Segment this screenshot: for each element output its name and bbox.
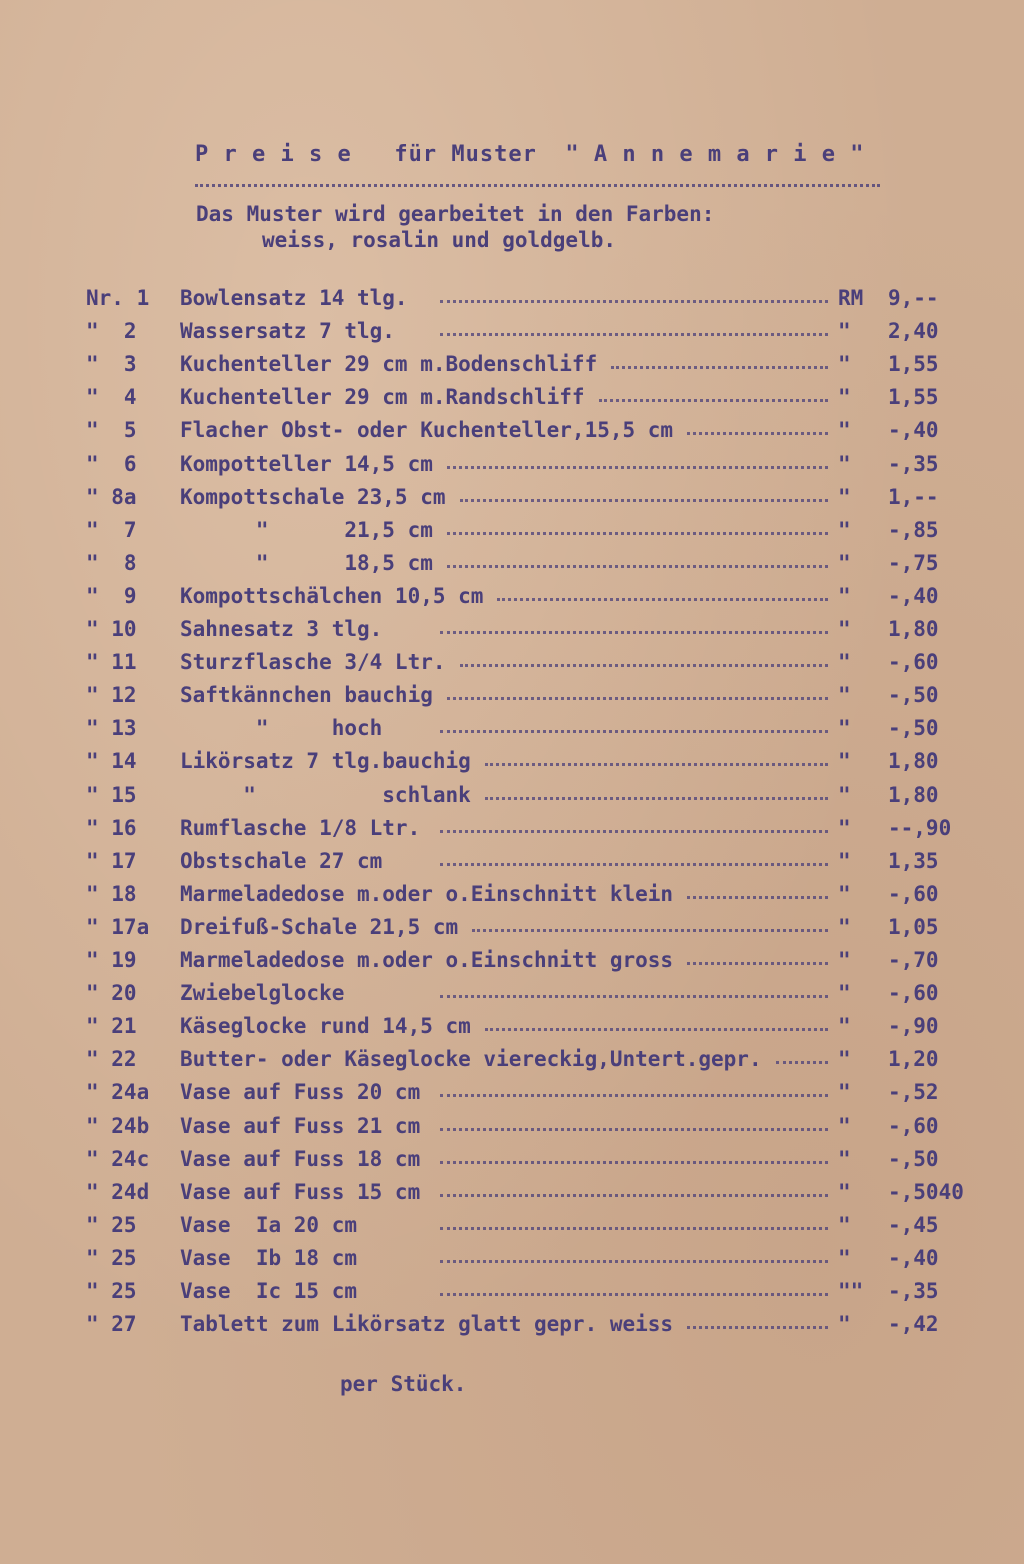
currency-mark: " xyxy=(838,1146,851,1171)
item-price: 2,40 xyxy=(888,319,939,344)
list-item xyxy=(0,981,1024,1014)
list-item xyxy=(0,452,1024,485)
item-number: " 9 xyxy=(86,583,137,608)
item-price: -,50 xyxy=(888,1146,939,1171)
intro-line-1: Das Muster wird gearbeitet in den Farben: xyxy=(196,202,715,226)
item-price: 1,-- xyxy=(888,484,939,509)
currency-mark: " xyxy=(838,683,851,708)
list-item xyxy=(0,1080,1024,1113)
item-description: Vase auf Fuss 21 cm xyxy=(180,1113,421,1138)
item-number: " 21 xyxy=(86,1014,137,1039)
list-item xyxy=(0,1014,1024,1047)
item-number: " 24a xyxy=(86,1080,150,1105)
item-number: " 24b xyxy=(86,1113,150,1138)
list-item xyxy=(0,518,1024,551)
item-price: 1,80 xyxy=(888,749,939,774)
item-number: " 27 xyxy=(86,1312,137,1337)
title-underline xyxy=(195,184,880,187)
item-number: " 25 xyxy=(86,1212,137,1237)
currency-mark: " xyxy=(838,948,851,972)
item-number: " 17 xyxy=(86,848,137,873)
currency-mark: " xyxy=(838,716,851,741)
currency-mark: " xyxy=(838,1014,851,1039)
item-description: Kompottschale 23,5 cm xyxy=(180,484,446,509)
item-price: -,42 xyxy=(888,1312,939,1337)
list-item xyxy=(0,915,1024,948)
leader-dots xyxy=(440,631,828,634)
item-number: " 14 xyxy=(86,749,137,774)
list-item xyxy=(0,286,1024,319)
list-item xyxy=(0,385,1024,418)
leader-dots xyxy=(485,763,828,766)
item-price: -,5040 xyxy=(888,1179,964,1204)
currency-mark: " xyxy=(838,1179,851,1204)
list-item xyxy=(0,1114,1024,1147)
list-item xyxy=(0,1147,1024,1180)
leader-dots xyxy=(460,499,828,502)
item-number: " 18 xyxy=(86,881,137,906)
item-description: Zwiebelglocke xyxy=(180,981,345,1006)
list-item xyxy=(0,551,1024,584)
currency-mark: " xyxy=(838,1113,851,1138)
item-price: 1,55 xyxy=(888,352,939,377)
item-price: -,60 xyxy=(888,981,939,1006)
item-description: Tablett zum Likörsatz glatt gepr. weiss xyxy=(180,1312,674,1337)
currency-mark: " xyxy=(838,352,851,377)
leader-dots xyxy=(440,333,828,336)
item-price: -,40 xyxy=(888,1245,939,1270)
currency-mark: " xyxy=(838,749,851,774)
leader-dots xyxy=(687,962,828,965)
item-price: -,35 xyxy=(888,1279,939,1303)
leader-dots xyxy=(447,697,828,700)
list-item xyxy=(0,1279,1024,1312)
item-description: Bowlensatz 14 tlg. xyxy=(180,286,408,310)
leader-dots xyxy=(447,565,828,568)
list-item xyxy=(0,1312,1024,1345)
list-item xyxy=(0,418,1024,451)
currency-mark: " xyxy=(838,617,851,641)
item-description: Saftkännchen bauchig xyxy=(180,683,433,708)
currency-mark: " xyxy=(838,385,851,410)
item-number: " 13 xyxy=(86,716,137,741)
item-number: " 19 xyxy=(86,948,137,972)
list-item xyxy=(0,485,1024,518)
list-item xyxy=(0,849,1024,882)
item-number: " 15 xyxy=(86,782,137,807)
item-price: 9,-- xyxy=(888,286,939,310)
list-item xyxy=(0,783,1024,816)
currency-mark: " xyxy=(838,517,851,542)
list-item xyxy=(0,584,1024,617)
item-price: -,85 xyxy=(888,517,939,542)
item-number: " 24d xyxy=(86,1179,150,1204)
item-price: -,45 xyxy=(888,1212,939,1237)
footer-note: per Stück. xyxy=(340,1372,467,1396)
item-description: Vase auf Fuss 15 cm xyxy=(180,1179,421,1204)
currency-mark: " xyxy=(838,914,851,939)
item-number: " 12 xyxy=(86,683,137,708)
item-description: " hoch xyxy=(180,716,383,741)
item-description: Dreifuß-Schale 21,5 cm xyxy=(180,914,459,939)
item-description: Marmeladedose m.oder o.Einschnitt klein xyxy=(180,881,674,906)
item-number: " 4 xyxy=(86,385,137,410)
item-number: " 16 xyxy=(86,815,137,840)
item-price: --,90 xyxy=(888,815,952,840)
item-number: " 2 xyxy=(86,319,137,344)
leader-dots xyxy=(440,1227,828,1230)
item-number: " 5 xyxy=(86,418,137,443)
leader-dots xyxy=(611,366,828,369)
currency-mark: " xyxy=(838,1212,851,1237)
item-price: 1,80 xyxy=(888,782,939,807)
item-number: " 25 xyxy=(86,1279,137,1303)
item-description: Kuchenteller 29 cm m.Bodenschliff xyxy=(180,352,598,377)
item-price: -,50 xyxy=(888,683,939,708)
leader-dots xyxy=(485,797,828,800)
item-description: Vase Ia 20 cm xyxy=(180,1212,358,1237)
currency-mark: RM xyxy=(838,286,864,310)
leader-dots xyxy=(440,1260,828,1263)
item-price: -,40 xyxy=(888,583,939,608)
item-description: Sturzflasche 3/4 Ltr. xyxy=(180,650,446,675)
leader-dots xyxy=(472,929,828,932)
list-item xyxy=(0,948,1024,981)
leader-dots xyxy=(485,1028,828,1031)
currency-mark: " xyxy=(838,550,851,575)
item-number: " 11 xyxy=(86,650,137,675)
item-description: Wassersatz 7 tlg. xyxy=(180,319,395,344)
item-description: Vase auf Fuss 18 cm xyxy=(180,1146,421,1171)
currency-mark: "" xyxy=(838,1279,864,1303)
leader-dots xyxy=(497,598,828,601)
list-item xyxy=(0,716,1024,749)
item-description: Kuchenteller 29 cm m.Randschliff xyxy=(180,385,585,410)
item-price: -,70 xyxy=(888,948,939,972)
currency-mark: " xyxy=(838,650,851,675)
list-item xyxy=(0,352,1024,385)
leader-dots xyxy=(440,863,828,866)
item-description: Flacher Obst- oder Kuchenteller,15,5 cm xyxy=(180,418,674,443)
item-description: " 21,5 cm xyxy=(180,517,433,542)
item-price: -,75 xyxy=(888,550,939,575)
list-item xyxy=(0,650,1024,683)
item-price: -,52 xyxy=(888,1080,939,1105)
list-item xyxy=(0,816,1024,849)
currency-mark: " xyxy=(838,815,851,840)
leader-dots xyxy=(440,830,828,833)
leader-dots xyxy=(440,730,828,733)
item-price: -,60 xyxy=(888,650,939,675)
item-description: Vase Ib 18 cm xyxy=(180,1245,358,1270)
item-price: 1,20 xyxy=(888,1047,939,1072)
list-item xyxy=(0,617,1024,650)
currency-mark: " xyxy=(838,881,851,906)
item-number: " 24c xyxy=(86,1146,150,1171)
list-item xyxy=(0,1047,1024,1080)
item-price: 1,35 xyxy=(888,848,939,873)
item-number: " 8a xyxy=(86,484,137,509)
item-description: Butter- oder Käseglocke viereckig,Untert.gepr. xyxy=(180,1047,762,1072)
currency-mark: " xyxy=(838,1047,851,1072)
item-number: " 22 xyxy=(86,1047,137,1072)
leader-dots xyxy=(440,995,828,998)
list-item xyxy=(0,683,1024,716)
item-number: " 3 xyxy=(86,352,137,377)
leader-dots xyxy=(440,1094,828,1097)
leader-dots xyxy=(440,1128,828,1131)
item-description: Likörsatz 7 tlg.bauchig xyxy=(180,749,471,774)
item-price: -,90 xyxy=(888,1014,939,1039)
item-price: 1,05 xyxy=(888,914,939,939)
item-price: -,35 xyxy=(888,451,939,476)
currency-mark: " xyxy=(838,848,851,873)
item-description: " 18,5 cm xyxy=(180,550,433,575)
intro-line-2: weiss, rosalin und goldgelb. xyxy=(262,228,617,252)
currency-mark: " xyxy=(838,451,851,476)
currency-mark: " xyxy=(838,1245,851,1270)
item-number: " 10 xyxy=(86,617,137,641)
item-number: Nr. 1 xyxy=(86,286,150,310)
item-number: " 25 xyxy=(86,1245,137,1270)
item-price: 1,55 xyxy=(888,385,939,410)
currency-mark: " xyxy=(838,981,851,1006)
currency-mark: " xyxy=(838,583,851,608)
currency-mark: " xyxy=(838,418,851,443)
item-number: " 6 xyxy=(86,451,137,476)
currency-mark: " xyxy=(838,782,851,807)
currency-mark: " xyxy=(838,1312,851,1337)
item-number: " 17a xyxy=(86,914,150,939)
item-description: Vase Ic 15 cm xyxy=(180,1279,358,1303)
item-description: Käseglocke rund 14,5 cm xyxy=(180,1014,471,1039)
item-price: 1,80 xyxy=(888,617,939,641)
item-description: Obstschale 27 cm xyxy=(180,848,383,873)
leader-dots xyxy=(447,532,828,535)
leader-dots xyxy=(440,1293,828,1296)
item-description: Kompotteller 14,5 cm xyxy=(180,451,433,476)
list-item xyxy=(0,749,1024,782)
list-item xyxy=(0,319,1024,352)
leader-dots xyxy=(440,300,828,303)
list-item xyxy=(0,1246,1024,1279)
leader-dots xyxy=(687,1326,828,1329)
item-price: -,60 xyxy=(888,881,939,906)
leader-dots xyxy=(687,432,828,435)
leader-dots xyxy=(440,1194,828,1197)
item-description: Kompottschälchen 10,5 cm xyxy=(180,583,484,608)
leader-dots xyxy=(599,399,828,402)
list-item xyxy=(0,1180,1024,1213)
item-description: Vase auf Fuss 20 cm xyxy=(180,1080,421,1105)
item-price: -,50 xyxy=(888,716,939,741)
leader-dots xyxy=(460,664,828,667)
item-description: Rumflasche 1/8 Ltr. xyxy=(180,815,421,840)
currency-mark: " xyxy=(838,1080,851,1105)
list-item xyxy=(0,1213,1024,1246)
item-description: " schlank xyxy=(180,782,471,807)
currency-mark: " xyxy=(838,319,851,344)
leader-dots xyxy=(687,896,828,899)
list-item xyxy=(0,882,1024,915)
item-description: Marmeladedose m.oder o.Einschnitt gross xyxy=(180,948,674,972)
item-price: -,40 xyxy=(888,418,939,443)
page-title: P r e i s e für Muster " A n n e m a r i e " xyxy=(195,142,865,167)
item-number: " 7 xyxy=(86,517,137,542)
leader-dots xyxy=(440,1161,828,1164)
item-description: Sahnesatz 3 tlg. xyxy=(180,617,383,641)
item-number: " 8 xyxy=(86,550,137,575)
item-number: " 20 xyxy=(86,981,137,1006)
leader-dots xyxy=(447,466,828,469)
currency-mark: " xyxy=(838,484,851,509)
item-price: -,60 xyxy=(888,1113,939,1138)
leader-dots xyxy=(776,1061,828,1064)
